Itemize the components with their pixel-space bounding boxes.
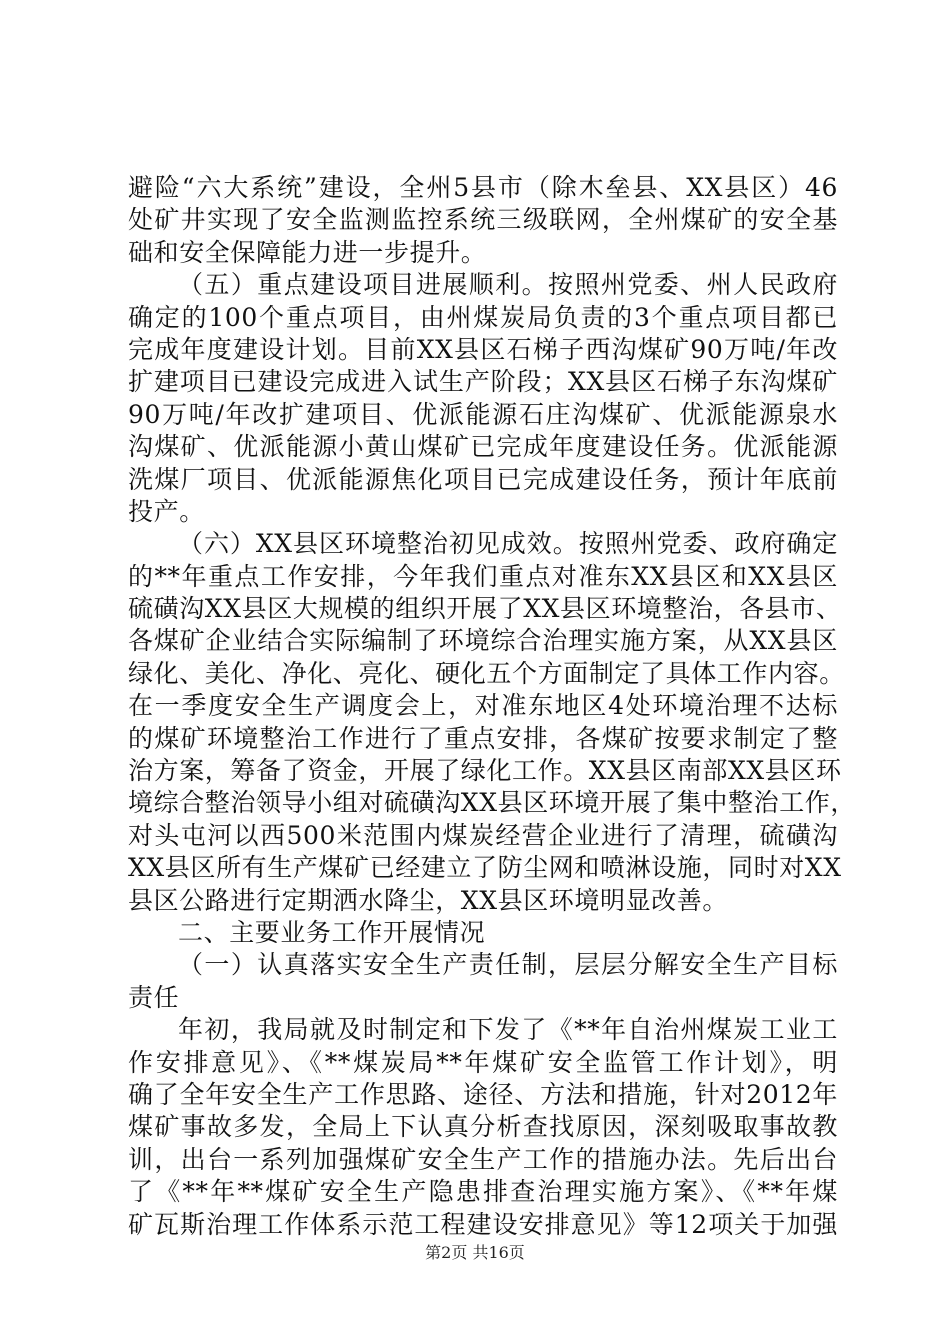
text-line: 处矿井实现了安全监测监控系统三级联网，全州煤矿的安全基 bbox=[128, 205, 838, 235]
text-line: XX县区所有生产煤矿已经建立了防尘网和喷淋设施，同时对XX bbox=[128, 853, 842, 883]
text-line: 年初，我局就及时制定和下发了《**年自治州煤炭工业工 bbox=[178, 1015, 838, 1045]
text-line: 二、主要业务工作开展情况 bbox=[178, 917, 486, 947]
text-line: 避险“六大系统”建设，全州5县市（除木垒县、XX县区）46 bbox=[128, 173, 838, 202]
text-line: 洗煤厂项目、优派能源焦化项目已完成建设任务，预计年底前 bbox=[128, 464, 838, 494]
text-line: 的煤矿环境整治工作进行了重点安排，各煤矿按要求制定了整 bbox=[128, 723, 838, 753]
text-line: 的**年重点工作安排，今年我们重点对准东XX县区和XX县区 bbox=[128, 561, 838, 591]
text-line: （六）XX县区环境整治初见成效。按照州党委、政府确定 bbox=[178, 529, 838, 559]
text-line: 确了全年安全生产工作思路、途径、方法和措施，针对2012年 bbox=[128, 1079, 838, 1109]
text-line: 础和安全保障能力进一步提升。 bbox=[128, 237, 487, 267]
text-line: （五）重点建设项目进展顺利。按照州党委、州人民政府 bbox=[178, 270, 838, 300]
text-line: 完成年度建设计划。目前XX县区石梯子西沟煤矿90万吨/年改 bbox=[128, 334, 838, 364]
text-line: 确定的100个重点项目，由州煤炭局负责的3个重点项目都已 bbox=[128, 302, 838, 332]
text-line: 对头屯河以西500米范围内煤炭经营企业进行了清理，硫磺沟 bbox=[128, 820, 838, 850]
text-line: 治方案，筹备了资金，开展了绿化工作。XX县区南部XX县区环 bbox=[128, 756, 842, 786]
text-line: 了《**年**煤矿安全生产隐患排查治理实施方案》、《**年煤 bbox=[128, 1177, 838, 1207]
text-line: 县区公路进行定期洒水降尘，XX县区环境明显改善。 bbox=[128, 885, 728, 915]
text-line: （一）认真落实安全生产责任制，层层分解安全生产目标 bbox=[178, 950, 838, 980]
text-line: 矿瓦斯治理工作体系示范工程建设安排意见》等12项关于加强 bbox=[128, 1209, 838, 1239]
text-line: 硫磺沟XX县区大规模的组织开展了XX县区环境整治，各县市、 bbox=[128, 594, 842, 624]
text-line: 煤矿事故多发，全局上下认真分析查找原因，深刻吸取事故教 bbox=[128, 1112, 838, 1142]
text-line: 在一季度安全生产调度会上，对准东地区4处环境治理不达标 bbox=[128, 691, 838, 721]
document-body bbox=[128, 172, 856, 1241]
text-line: 境综合整治领导小组对硫磺沟XX县区环境开展了集中整治工作， bbox=[128, 788, 856, 818]
text-line: 训，出台一系列加强煤矿安全生产工作的措施办法。先后出台 bbox=[128, 1144, 838, 1174]
text-line: 各煤矿企业结合实际编制了环境综合治理实施方案，从XX县区 bbox=[128, 626, 838, 656]
text-line: 沟煤矿、优派能源小黄山煤矿已完成年度建设任务。优派能源 bbox=[128, 432, 838, 462]
text-line: 投产。 bbox=[128, 496, 205, 526]
text-line: 90万吨/年改扩建项目、优派能源石庄沟煤矿、优派能源泉水 bbox=[128, 399, 838, 429]
text-line: 扩建项目已建设完成进入试生产阶段；XX县区石梯子东沟煤矿 bbox=[128, 367, 838, 397]
text-line: 责任 bbox=[128, 982, 180, 1012]
text-line: 绿化、美化、净化、亮化、硬化五个方面制定了具体工作内容。 bbox=[128, 658, 845, 688]
text-line: 作安排意见》、《**煤炭局**年煤矿安全监管工作计划》，明 bbox=[128, 1047, 838, 1077]
page-footer: 第2页 共16页 bbox=[425, 1243, 525, 1262]
